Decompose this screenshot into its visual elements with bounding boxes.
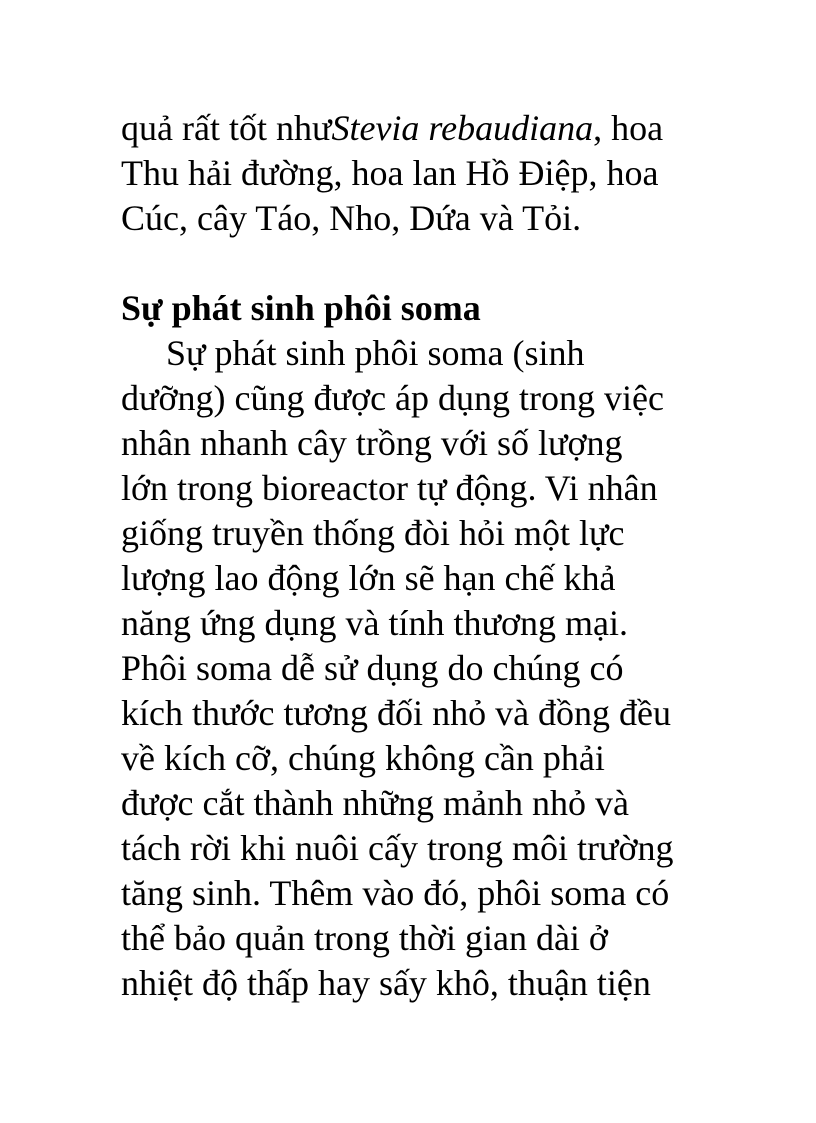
paragraph-line: nhân nhanh cây trồng với số lượng: [121, 423, 623, 463]
paragraph-line: kích thước tương đối nhỏ và đồng đều: [121, 693, 672, 733]
intro-line-3: Cúc, cây Táo, Nho, Dứa và Tỏi.: [121, 198, 582, 238]
section-paragraph: [121, 331, 711, 1006]
paragraph-line: Phôi soma dễ sử dụng do chúng có: [121, 648, 624, 688]
intro-line-2: Thu hải đường, hoa lan Hồ Điệp, hoa: [121, 153, 659, 193]
paragraph-line: nhiệt độ thấp hay sấy khô, thuận tiện: [121, 963, 651, 1003]
paragraph-line: lớn trong bioreactor tự động. Vi nhân: [121, 468, 658, 508]
section-heading: Sự phát sinh phôi soma: [121, 288, 481, 328]
paragraph-line: năng ứng dụng và tính thương mại.: [121, 603, 629, 643]
paragraph-line: về kích cỡ, chúng không cần phải: [121, 738, 605, 778]
paragraph-line: tách rời khi nuôi cấy trong môi trường: [121, 828, 674, 868]
intro-line-1-text: quả rất tốt như: [121, 108, 332, 148]
paragraph-line: thể bảo quản trong thời gian dài ở: [121, 918, 608, 958]
paragraph-line: dưỡng) cũng được áp dụng trong việc: [121, 378, 664, 418]
intro-paragraph: [121, 106, 711, 241]
paragraph-line: lượng lao động lớn sẽ hạn chế khả: [121, 558, 616, 598]
paragraph-line: giống truyền thống đòi hỏi một lực: [121, 513, 625, 553]
paragraph-line: được cắt thành những mảnh nhỏ và: [121, 783, 629, 823]
intro-line-1: [121, 106, 711, 151]
intro-line-1-tail: , hoa: [593, 108, 664, 148]
species-name-italic: Stevia rebaudiana: [331, 108, 594, 148]
paragraph-line: Sự phát sinh phôi soma (sinh: [166, 333, 585, 373]
paragraph-line: tăng sinh. Thêm vào đó, phôi soma có: [121, 873, 670, 913]
